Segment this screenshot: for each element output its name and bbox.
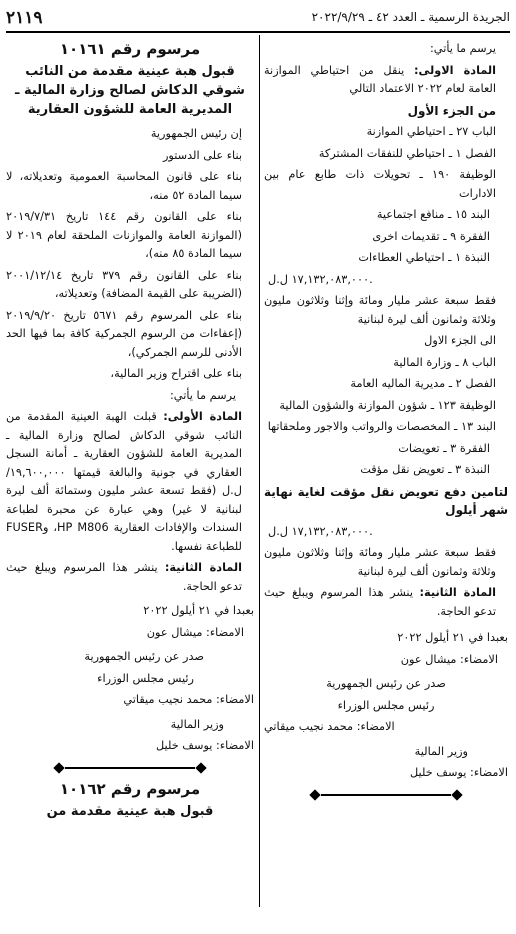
page-header xyxy=(6,6,510,32)
official-title: رئيس مجلس الوزراء xyxy=(337,698,435,712)
article-text: قبلت الهبة العينية المقدمة من النائب شوقي الدكاش لصالح وزارة المالية ـ المديرية العامة للشؤون العقارية ـ أمانة السجل العقاري في جونية والبالغة قيمتها ١٩,٦٠٠,٠٠٠/ ل.ل (فقط تسعة عشر مليون وستمائة ألف ليرة لبنانية لا غير) وهي عبارة عن محبرة لطباعة السندات والإفادات العقارية HP M806، وFUSER للطباعة نفسها. xyxy=(6,410,242,553)
intro-text: يرسم ما يأتي: xyxy=(430,42,496,55)
budget-line: البند ١٣ ـ المخصصات والرواتب والاجور وملحقاتها xyxy=(267,420,496,433)
section-end-rule xyxy=(55,764,205,772)
signature-line: الامضاء: ميشال عون xyxy=(400,652,498,666)
signature-line: الامضاء: يوسف خليل xyxy=(410,766,508,779)
article-text: ينقل من احتياطي الموازنة العامة لعام ٢٠٢٢ الاعتماد التالي xyxy=(264,63,496,95)
section-heading: الى الجزء الاول xyxy=(424,334,496,347)
signature-line: الامضاء: محمد نجيب ميقاتي xyxy=(264,720,395,733)
budget-line: الوظيفة ١٩٠ ـ تحويلات ذات طابع عام بين الادارات xyxy=(264,168,497,200)
recital: بناء على قانون المحاسبة العمومية وتعديلاته، لا سيما المادة ٥٢ منه، xyxy=(6,170,242,202)
header-rule xyxy=(6,31,510,33)
recital: بناء على اقتراح وزير المالية، xyxy=(110,367,242,380)
article-label: المادة الثانية: xyxy=(419,586,496,599)
budget-line: النبذة ٣ ـ تعويض نقل مؤقت xyxy=(360,463,490,476)
left-column xyxy=(6,40,254,824)
official-title: رئيس مجلس الوزراء xyxy=(97,671,194,685)
article-text: ينشر هذا المرسوم ويبلغ حيث تدعو الحاجة. xyxy=(264,586,496,618)
president-line: إن رئيس الجمهورية xyxy=(150,127,242,140)
section-end-rule xyxy=(311,791,461,799)
right-column xyxy=(264,40,508,807)
article-label: المادة الأولى: xyxy=(163,410,243,423)
place-date: بعبدا في ٢١ أيلول ٢٠٢٢ xyxy=(143,604,254,617)
official-title: وزير المالية xyxy=(414,744,468,758)
amount-figure: ١٧,١٣٢,٠٨٣,٠٠٠ ل.ل. xyxy=(268,524,373,538)
column-divider xyxy=(259,35,260,907)
decree-title: مرسوم رقم ١٠١٦٢ xyxy=(59,779,201,798)
decree-title: مرسوم رقم ١٠١٦١ xyxy=(59,40,201,58)
budget-line: الباب ٢٧ ـ احتياطي الموازنة xyxy=(366,125,496,138)
page-number: ٢١١٩ xyxy=(6,8,43,28)
official-title: وزير المالية xyxy=(170,717,224,731)
article-label: المادة الاولى: xyxy=(414,63,497,77)
amount-words: فقط سبعة عشر مليار ومائة وإثنا وثلاثون مليون وثلاثة وثمانون ألف ليرة لبنانية xyxy=(264,546,496,578)
budget-line: الفقرة ٩ ـ تقديمات اخرى xyxy=(372,229,490,243)
budget-line: الباب ٨ ـ وزارة المالية xyxy=(393,355,496,369)
recital: بناء على القانون رقم ٣٧٩ تاريخ ٢٠٠١/١٢/١٤ (الضريبة على القيمة المضافة) وتعديلاته، xyxy=(6,268,242,300)
issued-by: صدر عن رئيس الجمهورية xyxy=(84,650,204,663)
budget-line: النبذة ١ ـ احتياطي العطاءات xyxy=(358,251,490,264)
running-title: الجريدة الرسمية ـ العدد ٤٢ ـ ٢٠٢٢/٩/٢٩ xyxy=(311,10,510,24)
intro-text: يرسم ما يأتي: xyxy=(170,388,236,402)
amount-figure: ١٧,١٣٢,٠٨٣,٠٠٠ ل.ل. xyxy=(268,272,373,286)
budget-line: الفصل ٢ ـ مديرية الماليه العامة xyxy=(350,377,496,390)
budget-line: البند ١٥ ـ منافع اجتماعية xyxy=(376,208,490,221)
section-heading: من الجزء الأول xyxy=(407,103,496,118)
signature-line: الامضاء: يوسف خليل xyxy=(156,739,254,752)
decree-subject: قبول هبة عينية مقدمة من xyxy=(46,803,214,819)
decree-subject: قبول هبة عينية مقدمة من النائب شوقي الدكاش لصالح وزارة المالية ـ المديرية العامة للشؤون العقارية xyxy=(15,64,245,117)
article-text: ينشر هذا المرسوم ويبلغ حيث تدعو الحاجة. xyxy=(6,561,242,593)
issued-by: صدر عن رئيس الجمهورية xyxy=(326,677,446,690)
recital: بناء على الدستور xyxy=(162,148,242,162)
budget-line: الفصل ١ ـ احتياطي للنفقات المشتركة xyxy=(318,146,496,160)
recital: بناء على القانون رقم ١٤٤ تاريخ ٢٠١٩/٧/٣١ (الموازنة العامة والموازنات الملحقة لعام ٢٠١٩ لا سيما المادة ٨٥ منه)، xyxy=(6,210,242,260)
recital: بناء على المرسوم رقم ٥٦٧١ تاريخ ٢٠١٩/٩/٢٠ (إعفاءات من الرسوم الجمركية كافة بما فيها الحد الأدنى للرسم الجمركي)، xyxy=(6,308,242,359)
budget-line: الوظيفة ١٢٣ ـ شؤون الموازنة والشؤون المالية xyxy=(279,398,496,412)
article-label: المادة الثانية: xyxy=(164,561,242,574)
purpose-heading: لتامين دفع تعويض نقل مؤقت لغاية نهاية شهر أيلول xyxy=(264,484,508,517)
place-date: بعبدا في ٢١ أيلول ٢٠٢٢ xyxy=(397,631,508,644)
signature-line: الامضاء: ميشال عون xyxy=(146,625,244,639)
amount-words: فقط سبعة عشر مليار ومائة وإثنا وثلاثون مليون وثلاثة وثمانون ألف ليرة لبنانية xyxy=(264,294,496,326)
budget-line: الفقرة ٣ ـ تعويضات xyxy=(398,441,490,455)
signature-line: الامضاء: محمد نجيب ميقاتي xyxy=(123,693,254,706)
